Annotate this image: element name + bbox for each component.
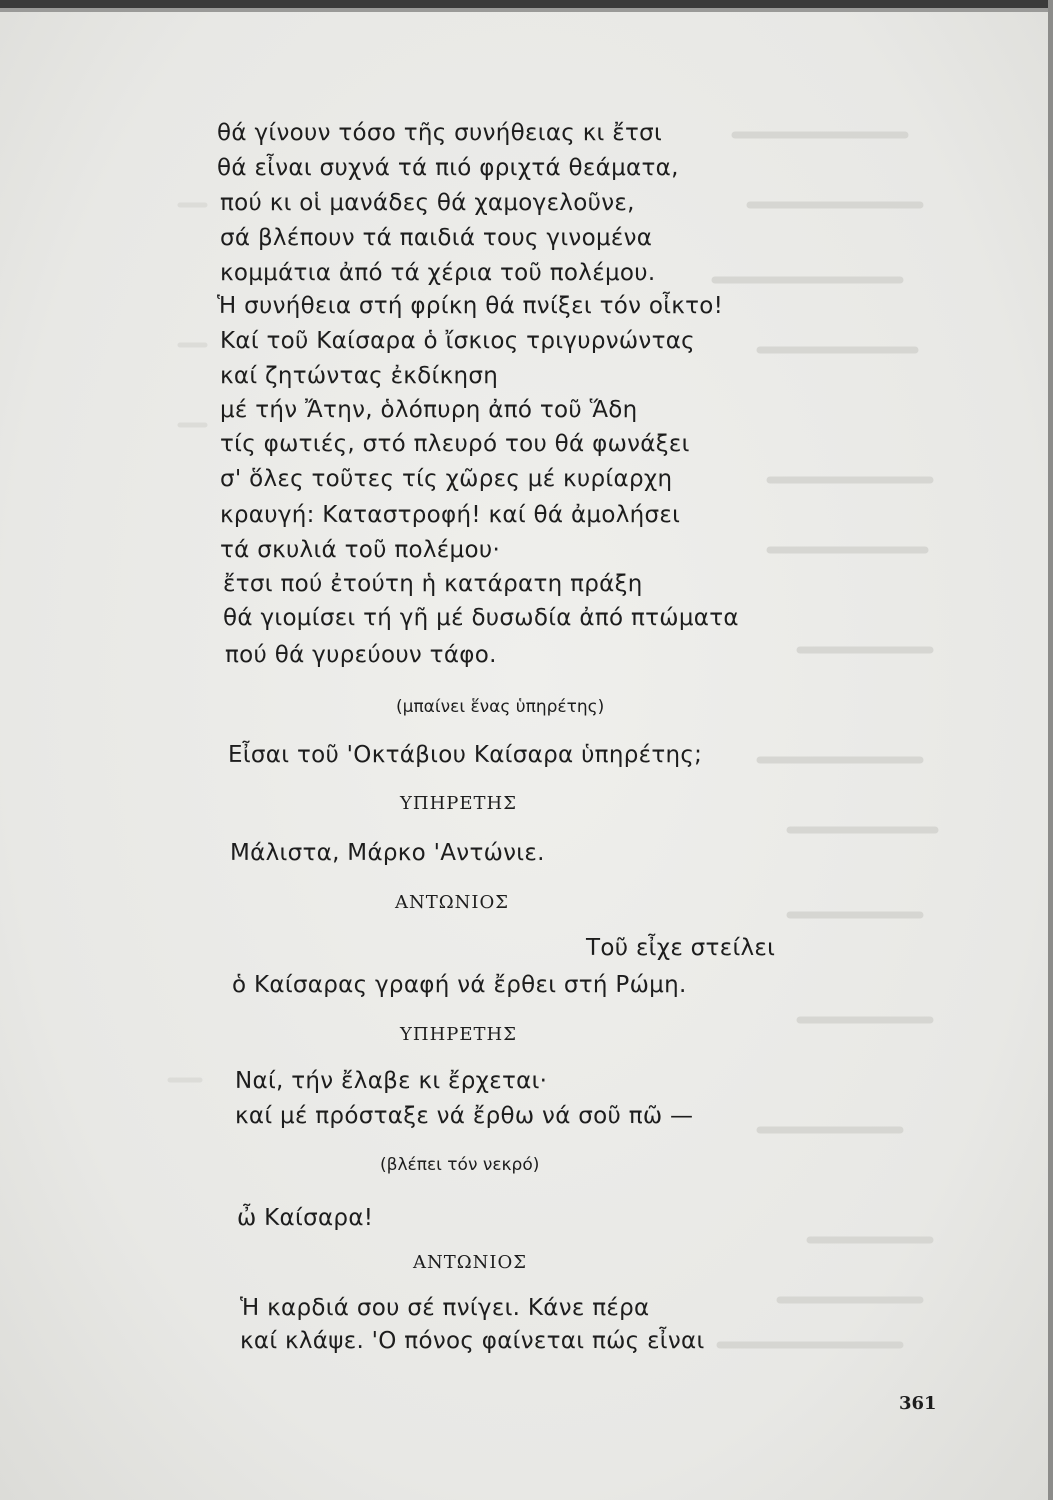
verse-line: κομμάτια ἀπό τά χέρια τοῦ πολέμου. (220, 260, 656, 286)
verse-line: καί κλάψε. 'Ο πόνος φαίνεται πώς εἶναι (240, 1328, 705, 1354)
verse-line: σ' ὅλες τοῦτες τίς χῶρες μέ κυρίαρχη (220, 466, 673, 492)
verse-line: ἔτσι πού ἐτούτη ἡ κατάρατη πράξη (223, 571, 643, 597)
speaker-name: ΥΠΗΡΕΤΗΣ (400, 1024, 517, 1045)
verse-line: ὁ Καίσαρας γραφή νά ἔρθει στή Ρώμη. (232, 972, 687, 998)
speaker-name: ΑΝΤΩΝΙΟΣ (413, 1252, 528, 1273)
stage-direction: (μπαίνει ἕνας ὑπηρέτης) (396, 697, 605, 717)
stage-direction: (βλέπει τόν νεκρό) (380, 1155, 540, 1175)
verse-line: Μάλιστα, Μάρκο 'Αντώνιε. (230, 840, 545, 866)
verse-line: καί μέ πρόσταξε νά ἔρθω νά σοῦ πῶ — (235, 1103, 694, 1129)
verse-line: καί ζητώντας ἐκδίκηση (220, 363, 499, 389)
verse-line: θά γίνουν τόσο τῆς συνήθειας κι ἔτσι (217, 120, 663, 146)
speaker-name: ΥΠΗΡΕΤΗΣ (400, 793, 517, 814)
speaker-name: ΑΝΤΩΝΙΟΣ (395, 892, 510, 913)
verse-line: πού κι οἱ μανάδες θά χαμογελοῦνε, (220, 190, 635, 216)
verse-line: Εἶσαι τοῦ 'Οκτάβιου Καίσαρα ὑπηρέτης; (228, 742, 703, 768)
verse-line: τίς φωτιές, στό πλευρό του θά φωνάξει (220, 431, 690, 457)
verse-line: σά βλέπουν τά παιδιά τους γινομένα (220, 225, 653, 251)
page-number: 361 (899, 1393, 937, 1414)
verse-line: τά σκυλιά τοῦ πολέμου· (220, 537, 501, 563)
verse-line: ὦ Καίσαρα! (237, 1205, 374, 1231)
verse-line: πού θά γυρεύουν τάφο. (225, 642, 497, 668)
verse-line: Ἡ συνήθεια στή φρίκη θά πνίξει τόν οἶκτο! (217, 293, 724, 319)
verse-line: θά εἶναι συχνά τά πιό φριχτά θεάματα, (217, 155, 679, 181)
verse-line: Τοῦ εἶχε στείλει (586, 935, 776, 961)
verse-line: μέ τήν Ἄτην, ὁλόπυρη ἀπό τοῦ Ἅδη (220, 397, 638, 423)
verse-line: Ἡ καρδιά σου σέ πνίγει. Κάνε πέρα (240, 1295, 650, 1321)
verse-line: θά γιομίσει τή γῆ μέ δυσωδία ἀπό πτώματα (223, 605, 739, 631)
verse-line: κραυγή: Καταστροφή! καί θά ἀμολήσει (220, 502, 681, 528)
verse-line: Ναί, τήν ἔλαβε κι ἔρχεται· (235, 1068, 548, 1094)
verse-line: Καί τοῦ Καίσαρα ὁ ἴσκιος τριγυρνώντας (220, 328, 695, 354)
